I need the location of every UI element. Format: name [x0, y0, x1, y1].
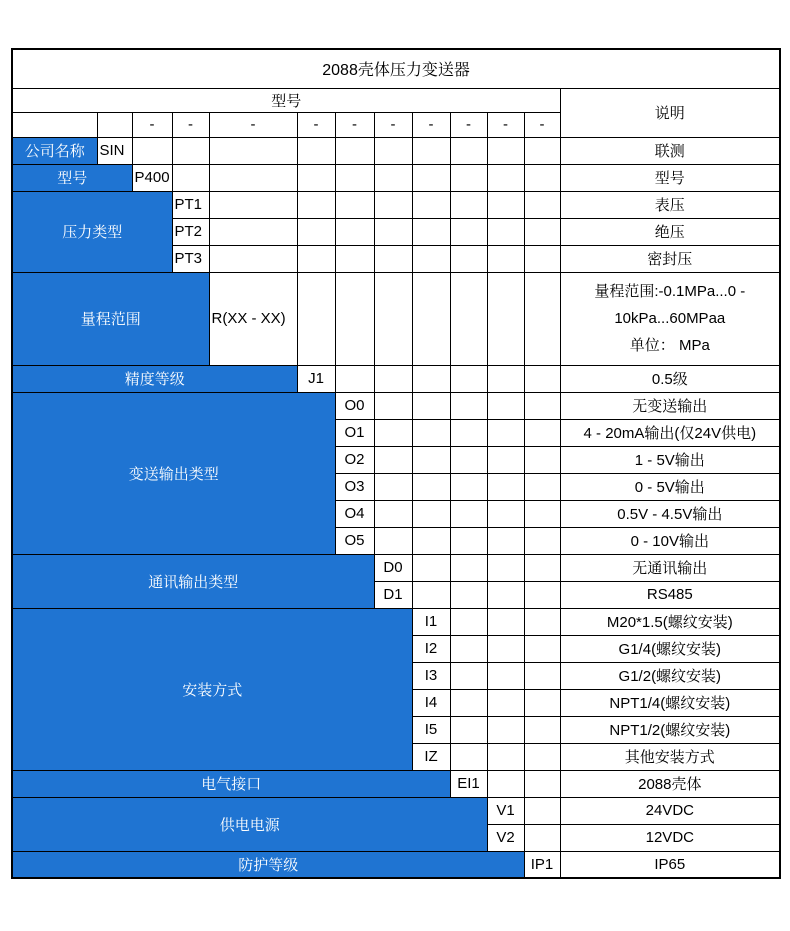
group-label-protection-rating: 防护等级 — [12, 851, 524, 878]
desc-cell: 0 - 5V输出 — [560, 473, 780, 500]
empty-cell — [209, 245, 297, 272]
empty-cell — [450, 164, 487, 191]
empty-cell — [487, 446, 524, 473]
table-row — [12, 554, 780, 581]
empty-cell — [297, 272, 335, 365]
empty-cell — [335, 218, 374, 245]
empty-cell — [487, 581, 524, 608]
group-label-model: 型号 — [12, 164, 132, 191]
group-label-installation: 安装方式 — [12, 608, 412, 770]
code-cell: O4 — [335, 500, 374, 527]
empty-cell — [487, 191, 524, 218]
desc-cell: 2088壳体 — [560, 770, 780, 797]
dash-cell: - — [524, 112, 560, 137]
dash-cell: - — [487, 112, 524, 137]
desc-cell: NPT1/2(螺纹安装) — [560, 716, 780, 743]
empty-cell — [524, 527, 560, 554]
empty-cell — [450, 743, 487, 770]
empty-cell — [450, 245, 487, 272]
empty-cell — [209, 218, 297, 245]
code-cell: V1 — [487, 797, 524, 824]
desc-cell: M20*1.5(螺纹安装) — [560, 608, 780, 635]
code-cell: PT3 — [172, 245, 209, 272]
code-cell: O5 — [335, 527, 374, 554]
code-cell: V2 — [487, 824, 524, 851]
code-cell: O1 — [335, 419, 374, 446]
empty-cell — [172, 137, 209, 164]
empty-cell — [450, 554, 487, 581]
empty-cell — [450, 191, 487, 218]
empty-cell — [450, 446, 487, 473]
code-cell: IP1 — [524, 851, 560, 878]
empty-cell — [524, 797, 560, 824]
empty-cell — [524, 137, 560, 164]
empty-cell — [374, 392, 412, 419]
empty-cell — [524, 419, 560, 446]
dash-cell: - — [374, 112, 412, 137]
empty-cell — [297, 191, 335, 218]
empty-cell — [450, 527, 487, 554]
empty-cell — [297, 164, 335, 191]
desc-cell: G1/2(螺纹安装) — [560, 662, 780, 689]
code-cell: I2 — [412, 635, 450, 662]
table-row — [12, 365, 780, 392]
empty-cell — [374, 218, 412, 245]
code-cell: D0 — [374, 554, 412, 581]
empty-cell — [335, 272, 374, 365]
empty-cell — [412, 527, 450, 554]
empty-cell — [374, 419, 412, 446]
code-cell: SIN — [97, 137, 132, 164]
empty-cell — [524, 245, 560, 272]
desc-cell: 联测 — [560, 137, 780, 164]
group-label-electrical-interface: 电气接口 — [12, 770, 450, 797]
empty-cell — [487, 392, 524, 419]
empty-cell — [524, 608, 560, 635]
empty-cell — [374, 365, 412, 392]
table-row — [12, 851, 780, 878]
empty-cell — [335, 365, 374, 392]
product-selection-table — [11, 48, 781, 879]
empty-cell — [297, 245, 335, 272]
empty-cell — [524, 581, 560, 608]
empty-cell — [450, 500, 487, 527]
empty-cell — [524, 272, 560, 365]
empty-cell — [524, 689, 560, 716]
dash-cell: - — [335, 112, 374, 137]
code-cell: I3 — [412, 662, 450, 689]
empty-cell — [412, 245, 450, 272]
code-cell: PT1 — [172, 191, 209, 218]
table-row — [12, 272, 780, 365]
desc-cell: 其他安装方式 — [560, 743, 780, 770]
empty-cell — [412, 392, 450, 419]
desc-cell: 1 - 5V输出 — [560, 446, 780, 473]
empty-cell — [172, 164, 209, 191]
empty-cell — [209, 137, 297, 164]
group-label-pressure-type: 压力类型 — [12, 191, 172, 272]
empty-cell — [209, 191, 297, 218]
range-desc-line3: 单位： MPa — [629, 337, 710, 354]
code-cell: PT2 — [172, 218, 209, 245]
code-cell: P400 — [132, 164, 172, 191]
dash-cell: - — [412, 112, 450, 137]
empty-cell — [487, 689, 524, 716]
dash-cell: - — [450, 112, 487, 137]
group-label-accuracy: 精度等级 — [12, 365, 297, 392]
empty-cell — [487, 743, 524, 770]
empty-cell — [374, 137, 412, 164]
empty-cell — [524, 473, 560, 500]
group-label-company: 公司名称 — [12, 137, 97, 164]
empty-cell — [374, 272, 412, 365]
empty-cell — [450, 689, 487, 716]
table-row — [12, 608, 780, 635]
empty-cell — [487, 137, 524, 164]
empty-cell — [335, 137, 374, 164]
empty-cell — [412, 446, 450, 473]
empty-cell — [412, 554, 450, 581]
table-row — [12, 164, 780, 191]
code-cell: O0 — [335, 392, 374, 419]
empty-cell — [487, 554, 524, 581]
empty-cell — [335, 245, 374, 272]
range-desc-line2: 10kPa...60MPaa — [614, 310, 726, 327]
table-row — [12, 797, 780, 824]
empty-cell — [374, 500, 412, 527]
empty-cell — [412, 164, 450, 191]
code-cell: O3 — [335, 473, 374, 500]
empty-cell — [524, 743, 560, 770]
empty-cell — [374, 473, 412, 500]
desc-cell: 表压 — [560, 191, 780, 218]
empty-cell — [524, 500, 560, 527]
desc-cell: G1/4(螺纹安装) — [560, 635, 780, 662]
empty-cell — [450, 272, 487, 365]
dash-cell: - — [172, 112, 209, 137]
empty-cell — [412, 500, 450, 527]
desc-header: 说明 — [560, 88, 780, 137]
dash-cell: - — [209, 112, 297, 137]
table-row — [12, 137, 780, 164]
empty-cell — [450, 608, 487, 635]
empty-cell — [412, 365, 450, 392]
code-cell: I1 — [412, 608, 450, 635]
empty-cell — [524, 218, 560, 245]
empty-cell — [487, 473, 524, 500]
empty-cell — [487, 716, 524, 743]
empty-cell — [450, 218, 487, 245]
empty-cell — [487, 662, 524, 689]
empty-cell — [450, 635, 487, 662]
empty-cell — [524, 716, 560, 743]
empty-cell — [335, 191, 374, 218]
empty-cell — [12, 112, 97, 137]
empty-cell — [450, 137, 487, 164]
group-label-range: 量程范围 — [12, 272, 209, 365]
code-cell: J1 — [297, 365, 335, 392]
desc-cell: 密封压 — [560, 245, 780, 272]
empty-cell — [412, 272, 450, 365]
empty-cell — [374, 164, 412, 191]
code-cell: R(XX - XX) — [209, 272, 297, 365]
empty-cell — [524, 446, 560, 473]
desc-cell: 无通讯输出 — [560, 554, 780, 581]
desc-cell: 4 - 20mA输出(仅24V供电) — [560, 419, 780, 446]
desc-cell — [560, 272, 780, 365]
code-cell: I5 — [412, 716, 450, 743]
code-cell: IZ — [412, 743, 450, 770]
empty-cell — [450, 473, 487, 500]
desc-cell: 型号 — [560, 164, 780, 191]
empty-cell — [487, 635, 524, 662]
code-cell: I4 — [412, 689, 450, 716]
empty-cell — [297, 218, 335, 245]
desc-cell: 0 - 10V输出 — [560, 527, 780, 554]
empty-cell — [450, 662, 487, 689]
desc-cell: 无变送输出 — [560, 392, 780, 419]
header-row — [12, 88, 780, 112]
empty-cell — [450, 392, 487, 419]
empty-cell — [374, 446, 412, 473]
empty-cell — [487, 527, 524, 554]
desc-cell: 24VDC — [560, 797, 780, 824]
empty-cell — [412, 581, 450, 608]
empty-cell — [412, 218, 450, 245]
desc-cell: RS485 — [560, 581, 780, 608]
empty-cell — [374, 527, 412, 554]
empty-cell — [487, 608, 524, 635]
empty-cell — [412, 137, 450, 164]
empty-cell — [524, 662, 560, 689]
empty-cell — [524, 824, 560, 851]
empty-cell — [524, 365, 560, 392]
range-desc-line1: 量程范围:-0.1MPa...0 - — [594, 283, 746, 300]
empty-cell — [487, 365, 524, 392]
empty-cell — [412, 419, 450, 446]
desc-cell: 0.5级 — [560, 365, 780, 392]
group-label-comm-output: 通讯输出类型 — [12, 554, 374, 608]
table-row — [12, 392, 780, 419]
model-header: 型号 — [12, 88, 560, 112]
empty-cell — [335, 164, 374, 191]
code-cell: D1 — [374, 581, 412, 608]
empty-cell — [412, 473, 450, 500]
desc-cell: NPT1/4(螺纹安装) — [560, 689, 780, 716]
code-cell: O2 — [335, 446, 374, 473]
empty-cell — [412, 191, 450, 218]
empty-cell — [524, 392, 560, 419]
empty-cell — [450, 365, 487, 392]
empty-cell — [450, 716, 487, 743]
table-row — [12, 191, 780, 218]
group-label-power-supply: 供电电源 — [12, 797, 487, 851]
empty-cell — [487, 500, 524, 527]
empty-cell — [487, 164, 524, 191]
empty-cell — [524, 770, 560, 797]
empty-cell — [209, 164, 297, 191]
empty-cell — [524, 554, 560, 581]
empty-cell — [450, 581, 487, 608]
empty-cell — [374, 245, 412, 272]
empty-cell — [132, 137, 172, 164]
empty-cell — [524, 191, 560, 218]
empty-cell — [97, 112, 132, 137]
group-label-transmit-output: 变送输出类型 — [12, 392, 335, 554]
desc-cell: IP65 — [560, 851, 780, 878]
empty-cell — [297, 137, 335, 164]
empty-cell — [524, 635, 560, 662]
dash-cell: - — [132, 112, 172, 137]
empty-cell — [374, 191, 412, 218]
empty-cell — [487, 218, 524, 245]
code-cell: EI1 — [450, 770, 487, 797]
page-title: 2088壳体压力变送器 — [12, 49, 780, 88]
empty-cell — [487, 245, 524, 272]
desc-cell: 绝压 — [560, 218, 780, 245]
empty-cell — [487, 419, 524, 446]
dash-cell: - — [297, 112, 335, 137]
desc-cell: 0.5V - 4.5V输出 — [560, 500, 780, 527]
title-row — [12, 49, 780, 88]
desc-cell: 12VDC — [560, 824, 780, 851]
empty-cell — [487, 272, 524, 365]
table-row — [12, 770, 780, 797]
empty-cell — [524, 164, 560, 191]
empty-cell — [450, 419, 487, 446]
empty-cell — [487, 770, 524, 797]
